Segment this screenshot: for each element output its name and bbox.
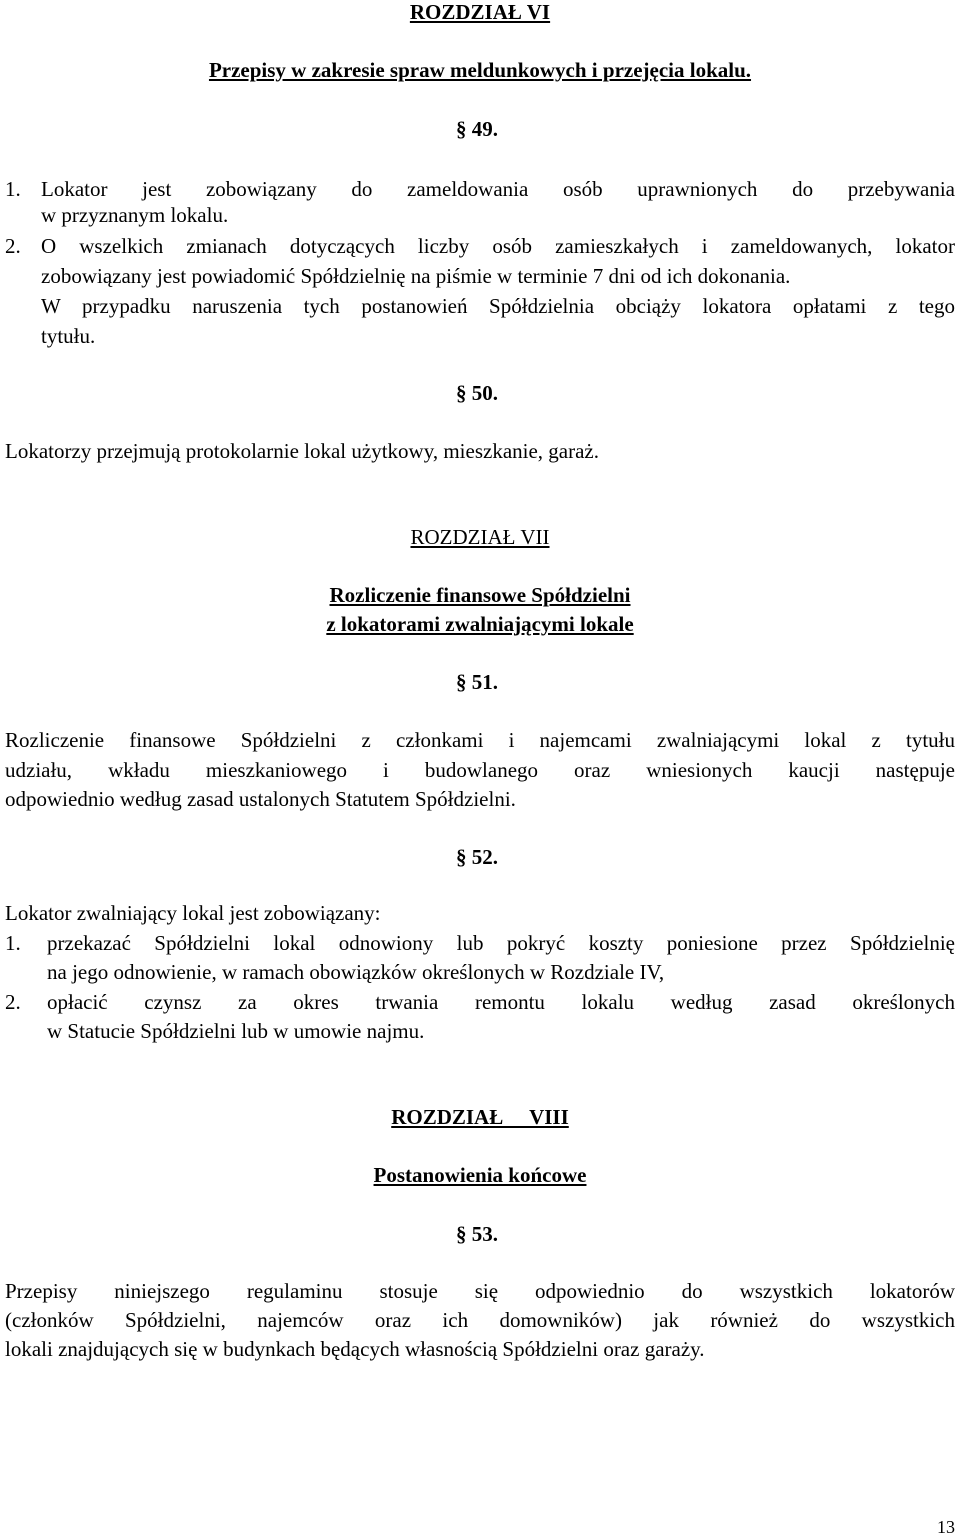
s49-item-1-line-1: Lokator jest zobowiązany do zameldowania osób uprawnionych do przebywania (41, 177, 955, 201)
s49-item-2-line-2: zobowiązany jest powiadomić Spółdzielnię na piśmie w terminie 7 dni od ich dokonania. (41, 264, 791, 288)
chapter-6-heading: ROZDZIAŁ VI (409, 0, 551, 24)
chapter-8-subtitle: Postanowienia końcowe (373, 1163, 587, 1187)
s50-text: Lokatorzy przejmują protokolarnie lokal użytkowy, mieszkanie, garaż. (5, 439, 599, 463)
s53-line-2: (członków Spółdzielni, najemców oraz ich domowników) jak również do wszystkich (5, 1308, 955, 1332)
s52-item-2-number: 2. (5, 990, 21, 1014)
s49-item-2-line-3: W przypadku naruszenia tych postanowień Spółdzielnia obciąży lokatora opłatami z tego (41, 294, 955, 318)
s51-line-3: odpowiednio według zasad ustalonych Statutem Spółdzielni. (5, 787, 516, 811)
s51-line-2: udziału, wkładu mieszkaniowego i budowlanego oraz wniesionych kaucji następuje (5, 758, 955, 782)
chapter-7-subtitle-line-2: z lokatorami zwalniającymi lokale (326, 612, 634, 636)
s49-item-1-line-2: w przyznanym lokalu. (41, 203, 229, 227)
chapter-6-subtitle: Przepisy w zakresie spraw meldunkowych i przejęcia lokalu. (208, 58, 752, 82)
section-50-mark: § 50. (456, 381, 498, 405)
s52-item-2-line-2: w Statucie Spółdzielni lub w umowie najmu. (47, 1019, 425, 1043)
s49-item-1-number: 1. (5, 177, 21, 201)
s52-item-1-line-1: przekazać Spółdzielni lokal odnowiony lub pokryć koszty poniesione przez Spółdzielnię (47, 931, 955, 955)
s52-item-2-line-1: opłacić czynsz za okres trwania remontu lokalu według zasad określonych (47, 990, 955, 1014)
chapter-8-heading: ROZDZIAŁ VIII (391, 1105, 569, 1129)
section-53-mark: § 53. (456, 1222, 498, 1246)
s49-item-2-line-4: tytułu. (41, 324, 96, 348)
s53-line-3: lokali znajdujących się w budynkach będących własnością Spółdzielni oraz garaży. (5, 1337, 705, 1361)
chapter-7-heading: ROZDZIAŁ VII (410, 525, 550, 549)
section-52-mark: § 52. (456, 845, 498, 869)
s49-item-2-number: 2. (5, 234, 21, 258)
page-number: 13 (937, 1517, 955, 1537)
s52-item-1-line-2: na jego odnowienie, w ramach obowiązków określonych w Rozdziale IV, (47, 960, 665, 984)
section-51-mark: § 51. (456, 670, 498, 694)
s52-item-1-number: 1. (5, 931, 21, 955)
section-49-mark: § 49. (456, 117, 498, 141)
s51-line-1: Rozliczenie finansowe Spółdzielni z członkami i najemcami zwalniającymi lokal z tytułu (5, 728, 955, 752)
s52-intro: Lokator zwalniający lokal jest zobowiązany: (5, 901, 381, 925)
s49-item-2-line-1: O wszelkich zmianach dotyczących liczby osób zamieszkałych i zameldowanych, lokator (41, 234, 955, 258)
chapter-7-subtitle-line-1: Rozliczenie finansowe Spółdzielni (329, 583, 631, 607)
s53-line-1: Przepisy niniejszego regulaminu stosuje się odpowiednio do wszystkich lokatorów (5, 1279, 955, 1303)
